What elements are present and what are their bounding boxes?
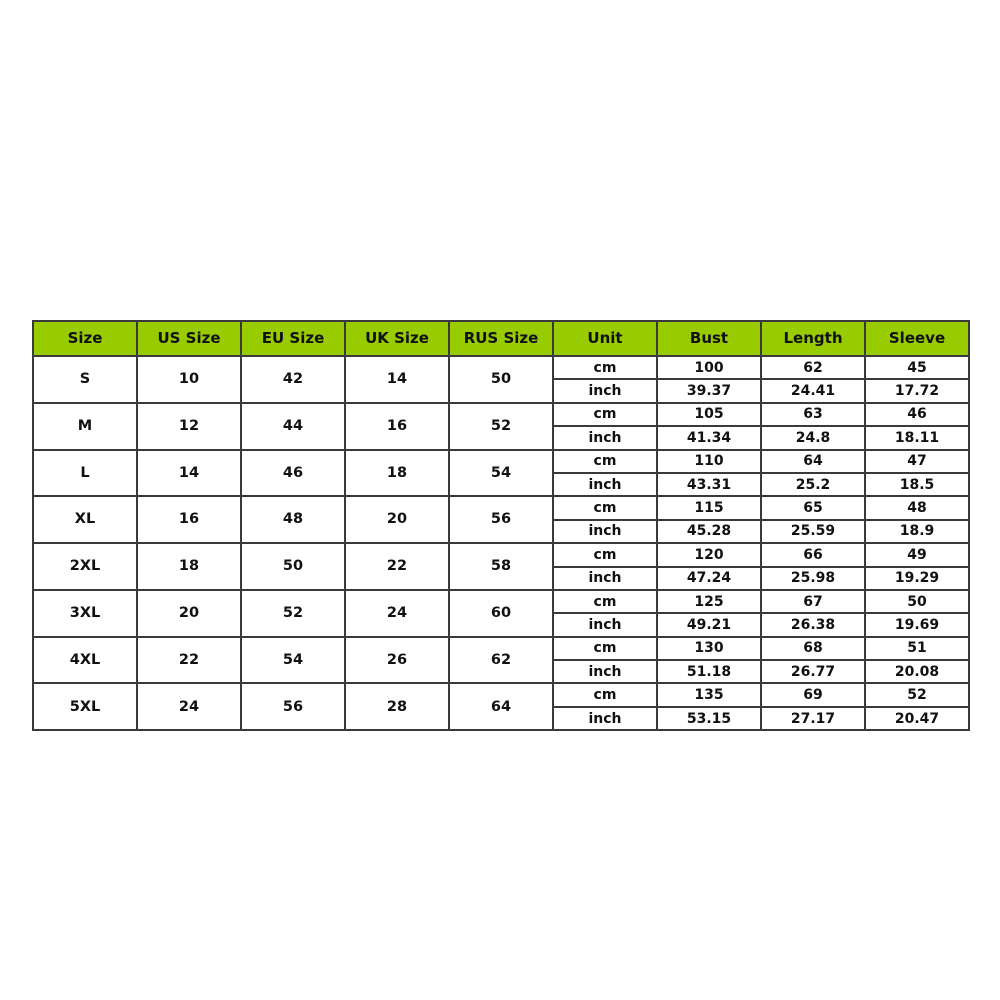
size-cell: XL — [33, 496, 137, 543]
column-header-uk-size: UK Size — [345, 321, 449, 356]
us-size-cell: 18 — [137, 543, 241, 590]
sleeve-cell: 18.11 — [865, 426, 969, 449]
unit-cell: inch — [553, 473, 657, 496]
uk-size-cell: 18 — [345, 450, 449, 497]
eu-size-cell: 46 — [241, 450, 345, 497]
rus-size-cell: 64 — [449, 683, 553, 730]
bust-cell: 115 — [657, 496, 761, 519]
sleeve-cell: 18.5 — [865, 473, 969, 496]
unit-cell: inch — [553, 520, 657, 543]
rus-size-cell: 54 — [449, 450, 553, 497]
unit-cell: cm — [553, 543, 657, 566]
bust-cell: 49.21 — [657, 613, 761, 636]
unit-cell: inch — [553, 426, 657, 449]
sleeve-cell: 45 — [865, 356, 969, 379]
table-row — [33, 637, 969, 660]
sleeve-cell: 50 — [865, 590, 969, 613]
unit-cell: inch — [553, 613, 657, 636]
sleeve-cell: 49 — [865, 543, 969, 566]
length-cell: 66 — [761, 543, 865, 566]
bust-cell: 110 — [657, 450, 761, 473]
uk-size-cell: 14 — [345, 356, 449, 403]
bust-cell: 51.18 — [657, 660, 761, 683]
length-cell: 24.41 — [761, 379, 865, 402]
unit-cell: cm — [553, 683, 657, 706]
us-size-cell: 14 — [137, 450, 241, 497]
eu-size-cell: 52 — [241, 590, 345, 637]
table-row — [33, 356, 969, 379]
us-size-cell: 16 — [137, 496, 241, 543]
eu-size-cell: 56 — [241, 683, 345, 730]
bust-cell: 125 — [657, 590, 761, 613]
length-cell: 26.38 — [761, 613, 865, 636]
bust-cell: 45.28 — [657, 520, 761, 543]
table-row — [33, 590, 969, 613]
length-cell: 65 — [761, 496, 865, 519]
us-size-cell: 20 — [137, 590, 241, 637]
unit-cell: cm — [553, 590, 657, 613]
sleeve-cell: 20.47 — [865, 707, 969, 730]
sleeve-cell: 19.29 — [865, 567, 969, 590]
size-cell: 5XL — [33, 683, 137, 730]
bust-cell: 135 — [657, 683, 761, 706]
column-header-size: Size — [33, 321, 137, 356]
uk-size-cell: 26 — [345, 637, 449, 684]
header-row — [33, 321, 969, 356]
table-header — [33, 321, 969, 356]
table-row — [33, 403, 969, 426]
length-cell: 68 — [761, 637, 865, 660]
eu-size-cell: 48 — [241, 496, 345, 543]
column-header-us-size: US Size — [137, 321, 241, 356]
bust-cell: 41.34 — [657, 426, 761, 449]
rus-size-cell: 60 — [449, 590, 553, 637]
table-row — [33, 543, 969, 566]
unit-cell: inch — [553, 379, 657, 402]
sleeve-cell: 18.9 — [865, 520, 969, 543]
sleeve-cell: 46 — [865, 403, 969, 426]
column-header-unit: Unit — [553, 321, 657, 356]
column-header-length: Length — [761, 321, 865, 356]
uk-size-cell: 24 — [345, 590, 449, 637]
sleeve-cell: 52 — [865, 683, 969, 706]
size-cell: 2XL — [33, 543, 137, 590]
bust-cell: 120 — [657, 543, 761, 566]
uk-size-cell: 16 — [345, 403, 449, 450]
unit-cell: cm — [553, 356, 657, 379]
bust-cell: 47.24 — [657, 567, 761, 590]
sleeve-cell: 47 — [865, 450, 969, 473]
unit-cell: cm — [553, 496, 657, 519]
unit-cell: cm — [553, 403, 657, 426]
length-cell: 24.8 — [761, 426, 865, 449]
length-cell: 25.59 — [761, 520, 865, 543]
sleeve-cell: 19.69 — [865, 613, 969, 636]
unit-cell: inch — [553, 660, 657, 683]
length-cell: 63 — [761, 403, 865, 426]
rus-size-cell: 56 — [449, 496, 553, 543]
uk-size-cell: 28 — [345, 683, 449, 730]
bust-cell: 100 — [657, 356, 761, 379]
size-chart-table — [32, 320, 970, 731]
length-cell: 25.98 — [761, 567, 865, 590]
rus-size-cell: 52 — [449, 403, 553, 450]
eu-size-cell: 54 — [241, 637, 345, 684]
sleeve-cell: 48 — [865, 496, 969, 519]
length-cell: 27.17 — [761, 707, 865, 730]
bust-cell: 105 — [657, 403, 761, 426]
sleeve-cell: 17.72 — [865, 379, 969, 402]
us-size-cell: 12 — [137, 403, 241, 450]
uk-size-cell: 20 — [345, 496, 449, 543]
table-row — [33, 683, 969, 706]
unit-cell: inch — [553, 707, 657, 730]
unit-cell: cm — [553, 637, 657, 660]
uk-size-cell: 22 — [345, 543, 449, 590]
eu-size-cell: 42 — [241, 356, 345, 403]
unit-cell: inch — [553, 567, 657, 590]
us-size-cell: 10 — [137, 356, 241, 403]
table-row — [33, 450, 969, 473]
bust-cell: 53.15 — [657, 707, 761, 730]
bust-cell: 43.31 — [657, 473, 761, 496]
size-cell: 4XL — [33, 637, 137, 684]
us-size-cell: 24 — [137, 683, 241, 730]
size-cell: S — [33, 356, 137, 403]
eu-size-cell: 50 — [241, 543, 345, 590]
column-header-rus-size: RUS Size — [449, 321, 553, 356]
size-cell: M — [33, 403, 137, 450]
bust-cell: 39.37 — [657, 379, 761, 402]
size-cell: L — [33, 450, 137, 497]
length-cell: 62 — [761, 356, 865, 379]
rus-size-cell: 62 — [449, 637, 553, 684]
sleeve-cell: 20.08 — [865, 660, 969, 683]
column-header-eu-size: EU Size — [241, 321, 345, 356]
column-header-sleeve: Sleeve — [865, 321, 969, 356]
length-cell: 67 — [761, 590, 865, 613]
column-header-bust: Bust — [657, 321, 761, 356]
rus-size-cell: 50 — [449, 356, 553, 403]
us-size-cell: 22 — [137, 637, 241, 684]
table-row — [33, 496, 969, 519]
length-cell: 25.2 — [761, 473, 865, 496]
table-body — [33, 356, 969, 730]
sleeve-cell: 51 — [865, 637, 969, 660]
length-cell: 64 — [761, 450, 865, 473]
rus-size-cell: 58 — [449, 543, 553, 590]
unit-cell: cm — [553, 450, 657, 473]
eu-size-cell: 44 — [241, 403, 345, 450]
size-cell: 3XL — [33, 590, 137, 637]
length-cell: 26.77 — [761, 660, 865, 683]
bust-cell: 130 — [657, 637, 761, 660]
length-cell: 69 — [761, 683, 865, 706]
